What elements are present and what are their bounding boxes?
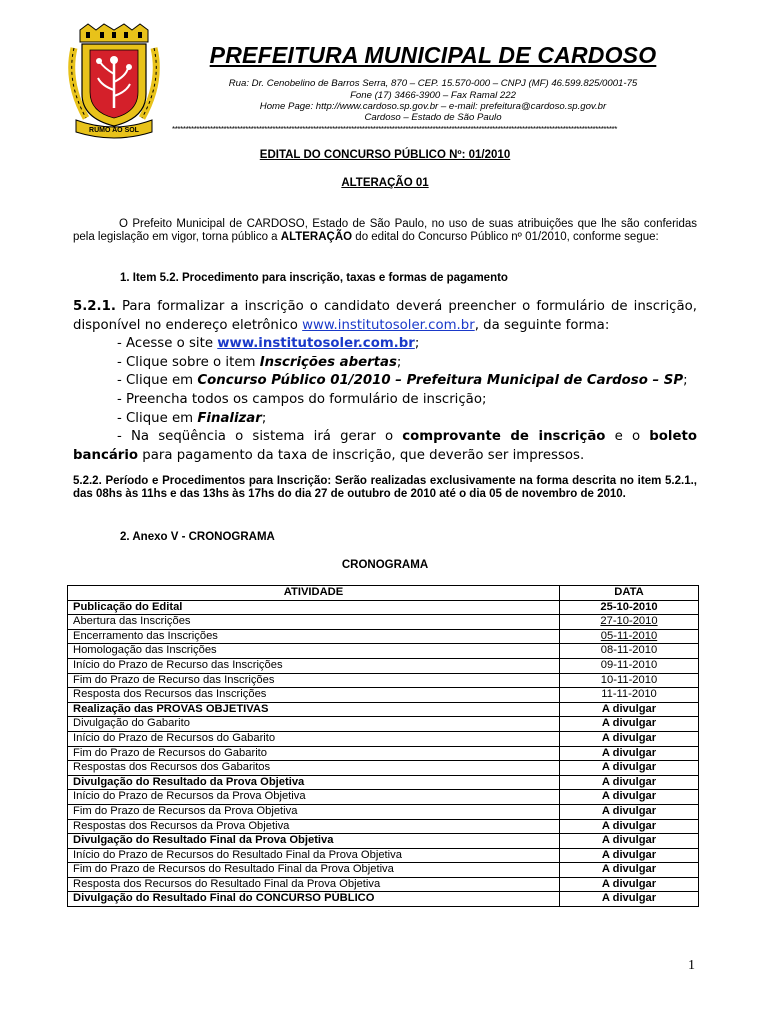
activity-cell: Homologação das Inscrições [68, 644, 560, 659]
section-5-2-1: 5.2.1. Para formalizar a inscrição o candidato deverá preencher o formulário de inscrição, disponível no endereço eletrônico www.institutosoler.com.br, da seguinte forma: - Acesse o site www.institutosoler.com.br; - Clique sobre o item Inscrições abertas; - Clique em Concurso Público 01/2010 – Prefeitura Municipal de Cardoso – SP; - Preencha todos os campos do formulário de inscrição; - Clique em Finalizar; [73, 298, 697, 428]
date-cell: A divulgar [560, 877, 699, 892]
address-line: Rua: Dr. Cenobelino de Barros Serra, 870 – CEP. 15.570-000 – CNPJ (MF) 46.599.825/0001-75 [228, 78, 638, 89]
table-row [68, 644, 699, 659]
table-row [68, 819, 699, 834]
activity-cell: Resposta dos Recursos do Resultado Final da Prova Objetiva [68, 877, 560, 892]
intro-paragraph: O Prefeito Municipal de CARDOSO, Estado de São Paulo, no uso de suas atribuições que lhe são conferidas pela legislação em vigor, torna público a ALTERAÇÃO do edital do Concurso Público nº 01/2010, conforme segue: [73, 218, 697, 243]
date-cell: A divulgar [560, 717, 699, 732]
homepage-line: Home Page: http://www.cardoso.sp.gov.br – e-mail: prefeitura@cardoso.sp.gov.br [259, 101, 607, 112]
date-cell: 10-11-2010 [560, 673, 699, 688]
header-data: DATA [560, 586, 699, 601]
activity-cell: Encerramento das Inscrições [68, 629, 560, 644]
table-row [68, 834, 699, 849]
table-row [68, 804, 699, 819]
table-row [68, 731, 699, 746]
table-row [68, 892, 699, 907]
table-row [68, 615, 699, 630]
cronograma-table [67, 585, 699, 907]
table-row [68, 673, 699, 688]
activity-cell: Respostas dos Recursos da Prova Objetiva [68, 819, 560, 834]
step-fill-form: - Preencha todos os campos do formulário de inscrição; [117, 391, 487, 407]
date-cell: A divulgar [560, 746, 699, 761]
date-cell: 09-11-2010 [560, 658, 699, 673]
activity-cell: Respostas dos Recursos dos Gabaritos [68, 761, 560, 776]
date-cell: A divulgar [560, 775, 699, 790]
date-cell: A divulgar [560, 834, 699, 849]
date-cell: A divulgar [560, 819, 699, 834]
date-cell: A divulgar [560, 863, 699, 878]
phone-line: Fone (17) 3466-3900 – Fax Ramal 222 [350, 90, 516, 101]
date-cell: A divulgar [560, 848, 699, 863]
institutosoler-link[interactable]: www.institutosoler.com.br [302, 317, 475, 333]
activity-cell: Fim do Prazo de Recursos da Prova Objetiva [68, 804, 560, 819]
date-cell: 27-10-2010 [560, 615, 699, 630]
crest-motto: RUMO AO SOL [89, 127, 139, 134]
cronograma-title: CRONOGRAMA [341, 559, 429, 571]
header-atividade: ATIVIDADE [68, 586, 560, 601]
city-line: Cardoso – Estado de São Paulo [364, 112, 502, 123]
activity-cell: Início do Prazo de Recursos da Prova Objetiva [68, 790, 560, 805]
item-2-heading: 2. Anexo V - CRONOGRAMA [120, 531, 275, 543]
activity-cell: Resposta dos Recursos das Inscrições [68, 688, 560, 703]
table-row [68, 746, 699, 761]
activity-cell: Fim do Prazo de Recurso das Inscrições [68, 673, 560, 688]
table-row [68, 877, 699, 892]
activity-cell: Divulgação do Resultado Final do CONCURSO PÚBLICO [68, 892, 560, 907]
step-click-inscricoes: - Clique sobre o item Inscrições abertas; [117, 354, 402, 370]
date-cell: A divulgar [560, 790, 699, 805]
table-row [68, 629, 699, 644]
header-divider: ******************************************************************************************************************************************************************** [172, 125, 617, 134]
table-row [68, 848, 699, 863]
date-cell: 08-11-2010 [560, 644, 699, 659]
section-5-2-2: 5.2.2. Período e Procedimentos para Inscrição: Serão realizadas exclusivamente na forma descrita no item 5.2.1., das 08hs às 11hs e das 13hs às 17hs do dia 27 de outubro de 2010 até o dia 05 de novembro de 2010. [73, 475, 697, 500]
edital-title: EDITAL DO CONCURSO PÚBLICO Nº: 01/2010 [259, 149, 511, 161]
date-cell: A divulgar [560, 702, 699, 717]
date-cell: A divulgar [560, 892, 699, 907]
activity-cell: Início do Prazo de Recursos do Gabarito [68, 731, 560, 746]
step-finalize: - Clique em Finalizar; [117, 410, 267, 426]
date-cell: 25-10-2010 [560, 600, 699, 615]
table-header-row [68, 586, 699, 601]
activity-cell: Publicação do Edital [68, 600, 560, 615]
table-row [68, 600, 699, 615]
table-row [68, 863, 699, 878]
edital-subtitle: ALTERAÇÃO 01 [341, 177, 429, 189]
date-cell: A divulgar [560, 761, 699, 776]
activity-cell: Fim do Prazo de Recursos do Resultado Final da Prova Objetiva [68, 863, 560, 878]
activity-cell: Início do Prazo de Recurso das Inscrições [68, 658, 560, 673]
table-row [68, 775, 699, 790]
step-access-site: - Acesse o site www.institutosoler.com.br; [117, 336, 420, 352]
activity-cell: Divulgação do Resultado da Prova Objetiva [68, 775, 560, 790]
table-row [68, 688, 699, 703]
activity-cell: Divulgação do Gabarito [68, 717, 560, 732]
activity-cell: Divulgação do Resultado Final da Prova Objetiva [68, 834, 560, 849]
date-cell: A divulgar [560, 731, 699, 746]
activity-cell: Início do Prazo de Recursos do Resultado Final da Prova Objetiva [68, 848, 560, 863]
page-title: PREFEITURA MUNICIPAL DE CARDOSO [209, 42, 657, 68]
table-row [68, 761, 699, 776]
page-number: 1 [688, 958, 695, 973]
item-1-heading: 1. Item 5.2. Procedimento para inscrição, taxas e formas de pagamento [120, 272, 508, 284]
step-generate-receipt: - Na seqüência o sistema irá gerar o comprovante de inscrição e o boleto bancário para pagamento da taxa de inscrição, que deverão ser impressos. [73, 429, 697, 463]
date-cell: A divulgar [560, 804, 699, 819]
municipal-crest-icon [66, 22, 162, 140]
activity-cell: Abertura das Inscrições [68, 615, 560, 630]
activity-cell: Realização das PROVAS OBJETIVAS [68, 702, 560, 717]
date-cell: 05-11-2010 [560, 629, 699, 644]
institutosoler-link-step[interactable]: www.institutosoler.com.br [217, 336, 415, 352]
table-row [68, 702, 699, 717]
date-cell: 11-11-2010 [560, 688, 699, 703]
table-row [68, 790, 699, 805]
step-click-concurso: - Clique em Concurso Público 01/2010 – Prefeitura Municipal de Cardoso – SP; [117, 373, 688, 389]
table-row [68, 717, 699, 732]
table-row [68, 658, 699, 673]
activity-cell: Fim do Prazo de Recursos do Gabarito [68, 746, 560, 761]
